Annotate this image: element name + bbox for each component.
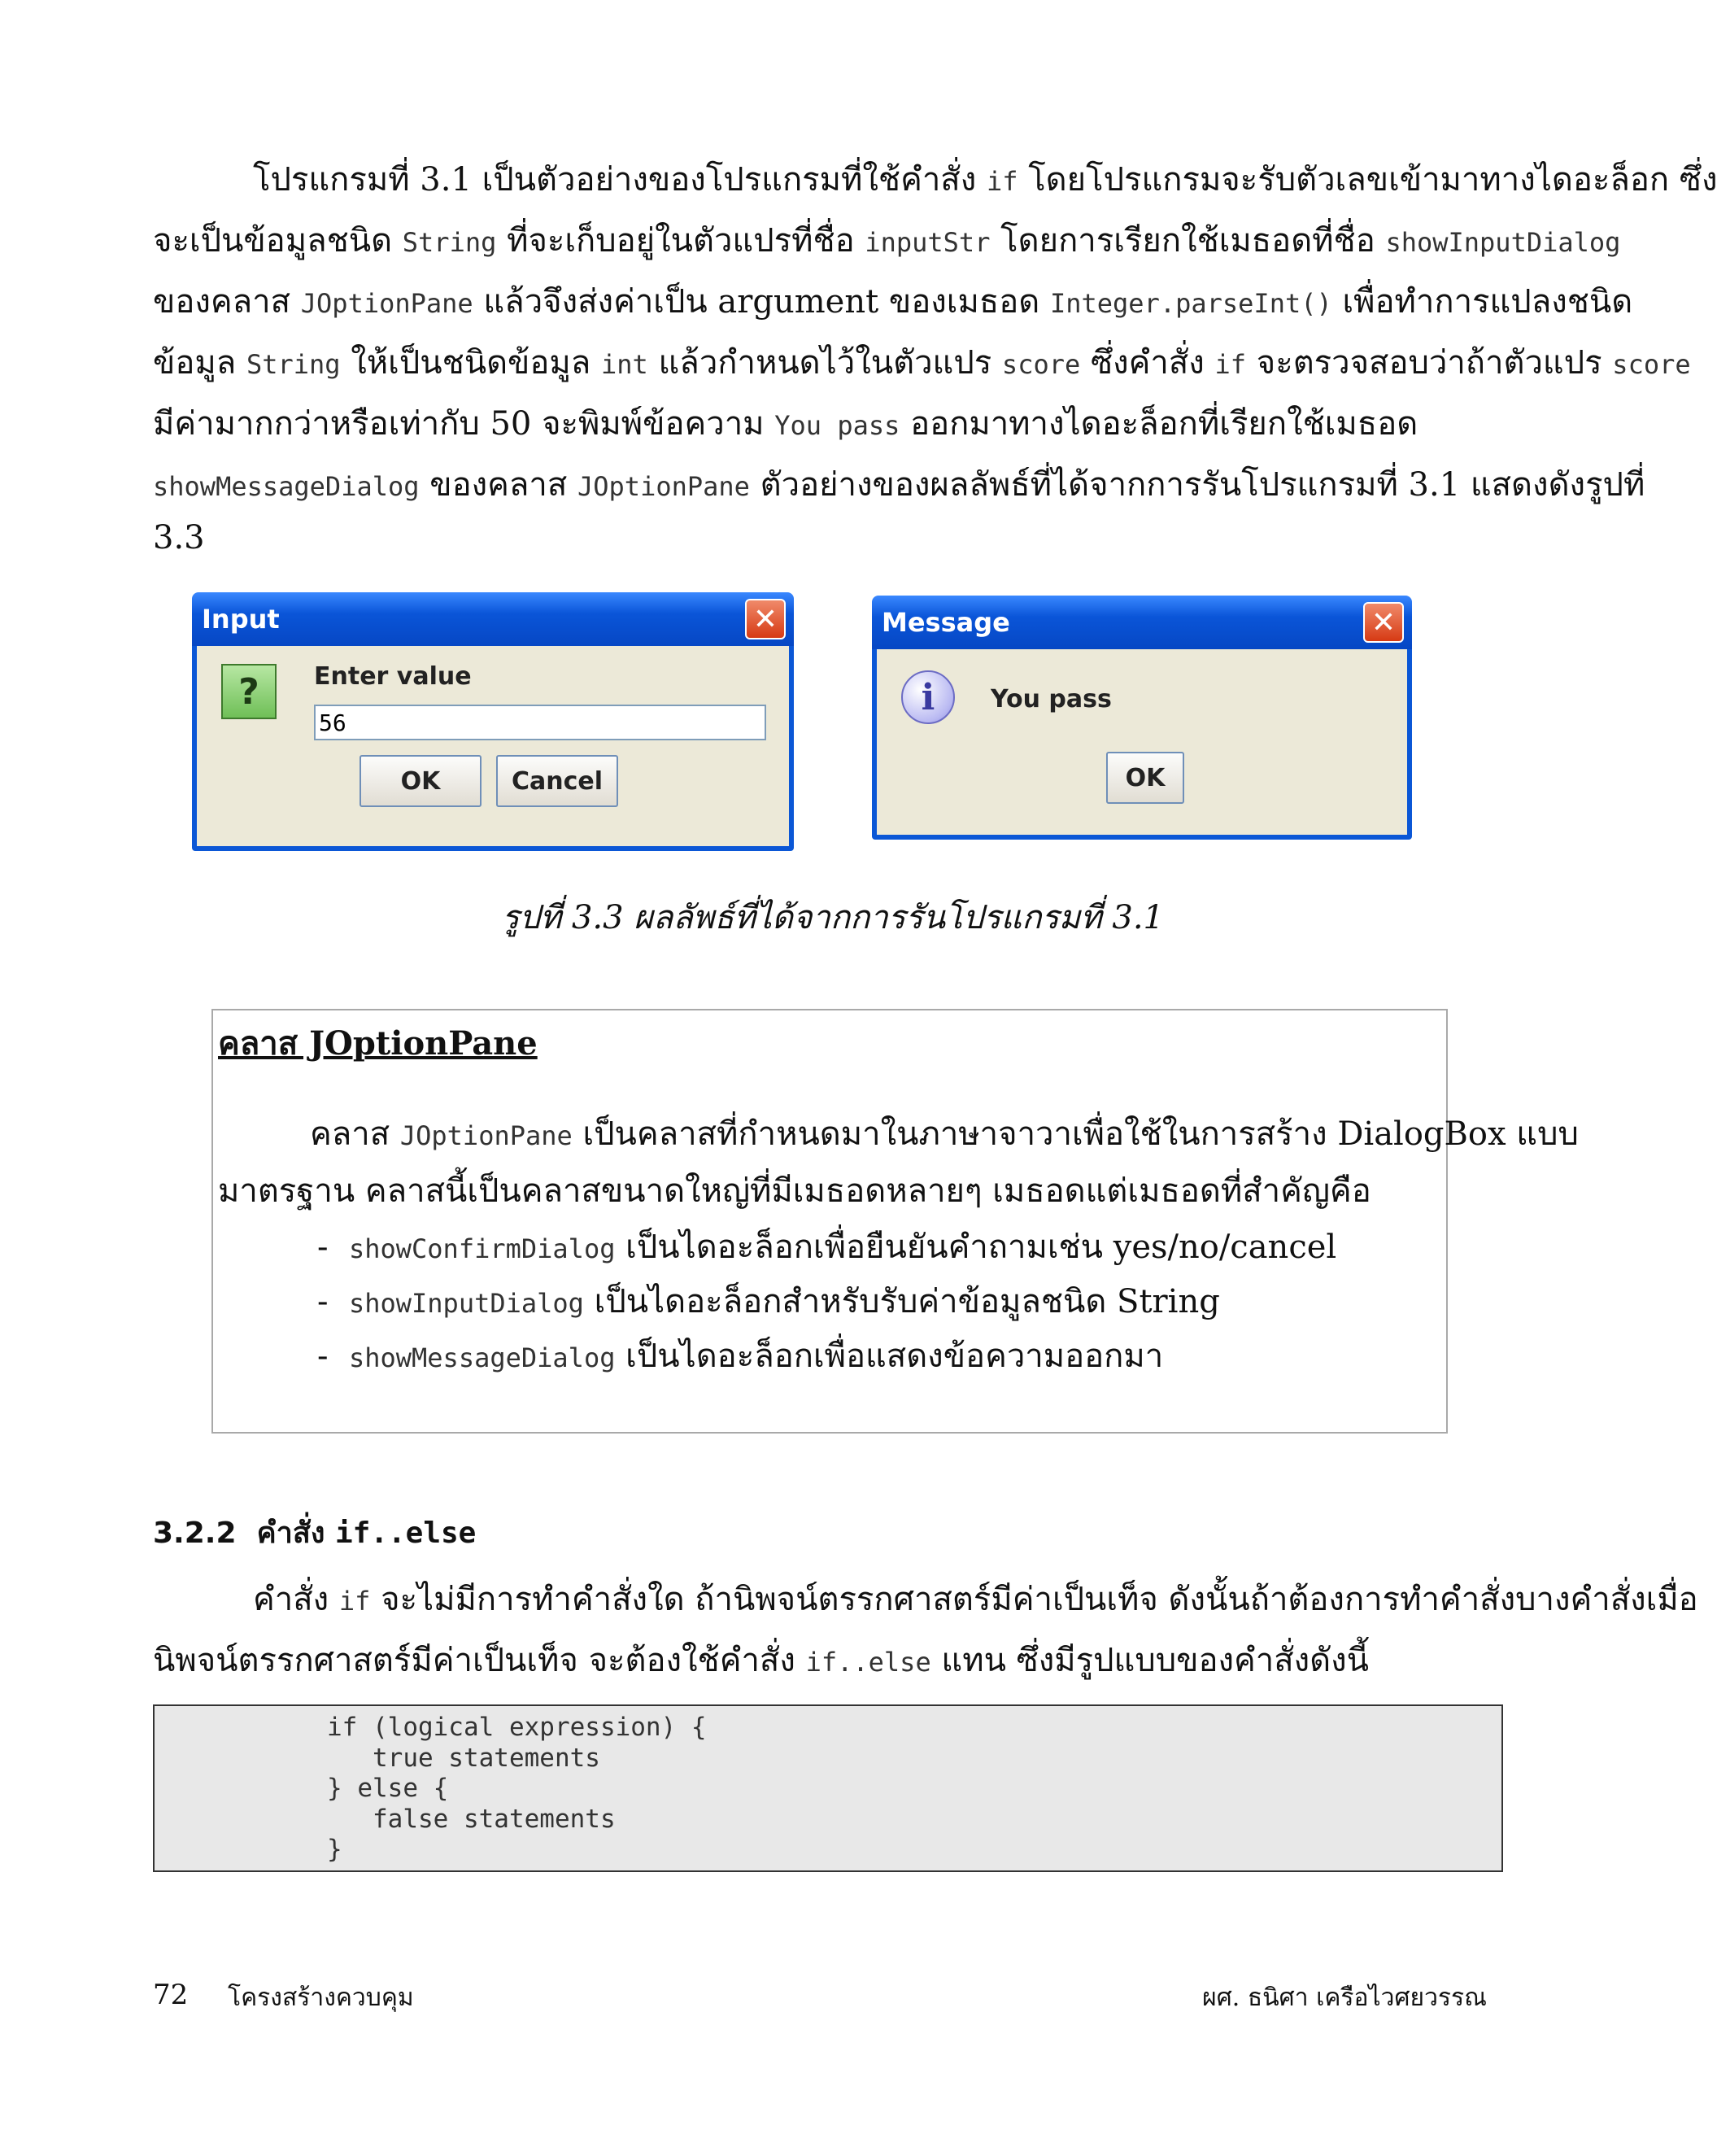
intro-line-3: ของคลาส JOptionPane แล้วจึงส่งค่าเป็น argument ของเมธอด Integer.parseInt() เพื่อทำการแปลงชนิด xyxy=(153,283,1633,321)
ok-button[interactable]: OK xyxy=(1106,752,1184,804)
code-line: } xyxy=(327,1835,342,1864)
code-listing xyxy=(327,1713,707,1866)
code-line: if (logical expression) { xyxy=(327,1713,707,1742)
chapter-name: โครงสร้างควบคุม xyxy=(228,1984,414,2012)
message-dialog-titlebar xyxy=(872,596,1412,649)
close-icon[interactable]: ✕ xyxy=(1363,602,1404,643)
intro-line-7: 3.3 xyxy=(153,519,205,556)
section-line-2: นิพจน์ตรรกศาสตร์มีค่าเป็นเท็จ จะต้องใช้คำสั่ง if..else แทน ซึ่งมีรูปแบบของคำสั่งดังนี้ xyxy=(153,1642,1370,1679)
input-dialog-body xyxy=(197,646,789,846)
message-text: You pass xyxy=(991,685,1112,714)
intro-paragraph xyxy=(153,151,1717,559)
input-dialog xyxy=(192,592,794,851)
input-dialog-titlebar xyxy=(192,592,794,646)
intro-line-6: showMessageDialog ของคลาส JOptionPane ตัวอย่างของผลลัพธ์ที่ได้จากการรันโปรแกรมที่ 3.1 แสดงดังรูปที่ xyxy=(153,466,1645,504)
intro-line-2: จะเป็นข้อมูลชนิด String ที่จะเก็บอยู่ในตัวแปรที่ชื่อ inputStr โดยการเรียกใช้เมธอดที่ชื่อ showInputDialog xyxy=(153,222,1621,260)
code-line: } else { xyxy=(327,1774,449,1803)
intro-line-4: ข้อมูล String ให้เป็นชนิดข้อมูล int แล้วกำหนดไว้ในตัวแปร score ซึ่งคำสั่ง if จะตรวจสอบว่าถ้าตัวแปร score xyxy=(153,344,1691,382)
class-box-text xyxy=(218,1106,1579,1219)
author-name: ผศ. ธนิศา เครือไวศยวรรณ xyxy=(1202,1984,1487,2012)
ok-button[interactable]: OK xyxy=(360,755,482,807)
class-box-line-2: มาตรฐาน คลาสนี้เป็นคลาสขนาดใหญ่ที่มีเมธอดหลายๆ เมธอดแต่เมธอดที่สำคัญคือ xyxy=(218,1172,1371,1210)
code-line: false statements xyxy=(327,1804,616,1834)
message-dialog xyxy=(872,596,1412,840)
list-item: - showInputDialog เป็นไดอะล็อกสำหรับรับค่าข้อมูลชนิด String xyxy=(317,1283,1220,1320)
class-box-line-1: คลาส JOptionPane เป็นคลาสที่กำหนดมาในภาษาจาวาเพื่อใช้ในการสร้าง DialogBox แบบ xyxy=(310,1115,1579,1153)
code-line: true statements xyxy=(327,1743,600,1773)
input-dialog-title: Input xyxy=(202,604,280,635)
class-box-title: คลาส JOptionPane xyxy=(218,1024,538,1063)
info-icon: i xyxy=(901,670,955,724)
cancel-button[interactable]: Cancel xyxy=(496,755,618,807)
intro-line-1: โปรแกรมที่ 3.1 เป็นตัวอย่างของโปรแกรมที่ใช้คำสั่ง if โดยโปรแกรมจะรับตัวเลขเข้ามาทางไดอะล็อก ซึ่ง xyxy=(253,161,1717,199)
page-number: 72 xyxy=(153,1979,189,2011)
section-line-1: คำสั่ง if จะไม่มีการทำคำสั่งใด ถ้านิพจน์ตรรกศาสตร์มีค่าเป็นเท็จ ดังนั้นถ้าต้องการทำคำสั่งบางคำสั่งเมื่อ xyxy=(253,1581,1698,1618)
figure-caption: รูปที่ 3.3 ผลลัพธ์ที่ได้จากการรันโปรแกรมที่ 3.1 xyxy=(501,899,1164,936)
intro-line-5: มีค่ามากกว่าหรือเท่ากับ 50 จะพิมพ์ข้อความ You pass ออกมาทางไดอะล็อกที่เรียกใช้เมธอด xyxy=(153,405,1418,443)
message-dialog-body xyxy=(877,649,1407,835)
code-block xyxy=(153,1704,1503,1872)
section-paragraph xyxy=(153,1570,1698,1692)
list-item: - showMessageDialog เป็นไดอะล็อกเพื่อแสดงข้อความออกมา xyxy=(317,1338,1164,1375)
list-item: - showConfirmDialog เป็นไดอะล็อกเพื่อยืนยันคำถามเช่น yes/no/cancel xyxy=(317,1229,1337,1266)
message-dialog-title: Message xyxy=(882,607,1010,638)
section-heading: 3.2.2 คำสั่ง if..else xyxy=(153,1517,477,1550)
input-prompt-label: Enter value xyxy=(314,662,472,691)
value-input-field[interactable] xyxy=(314,705,766,740)
question-icon: ? xyxy=(221,664,277,719)
close-icon[interactable]: ✕ xyxy=(745,599,786,639)
